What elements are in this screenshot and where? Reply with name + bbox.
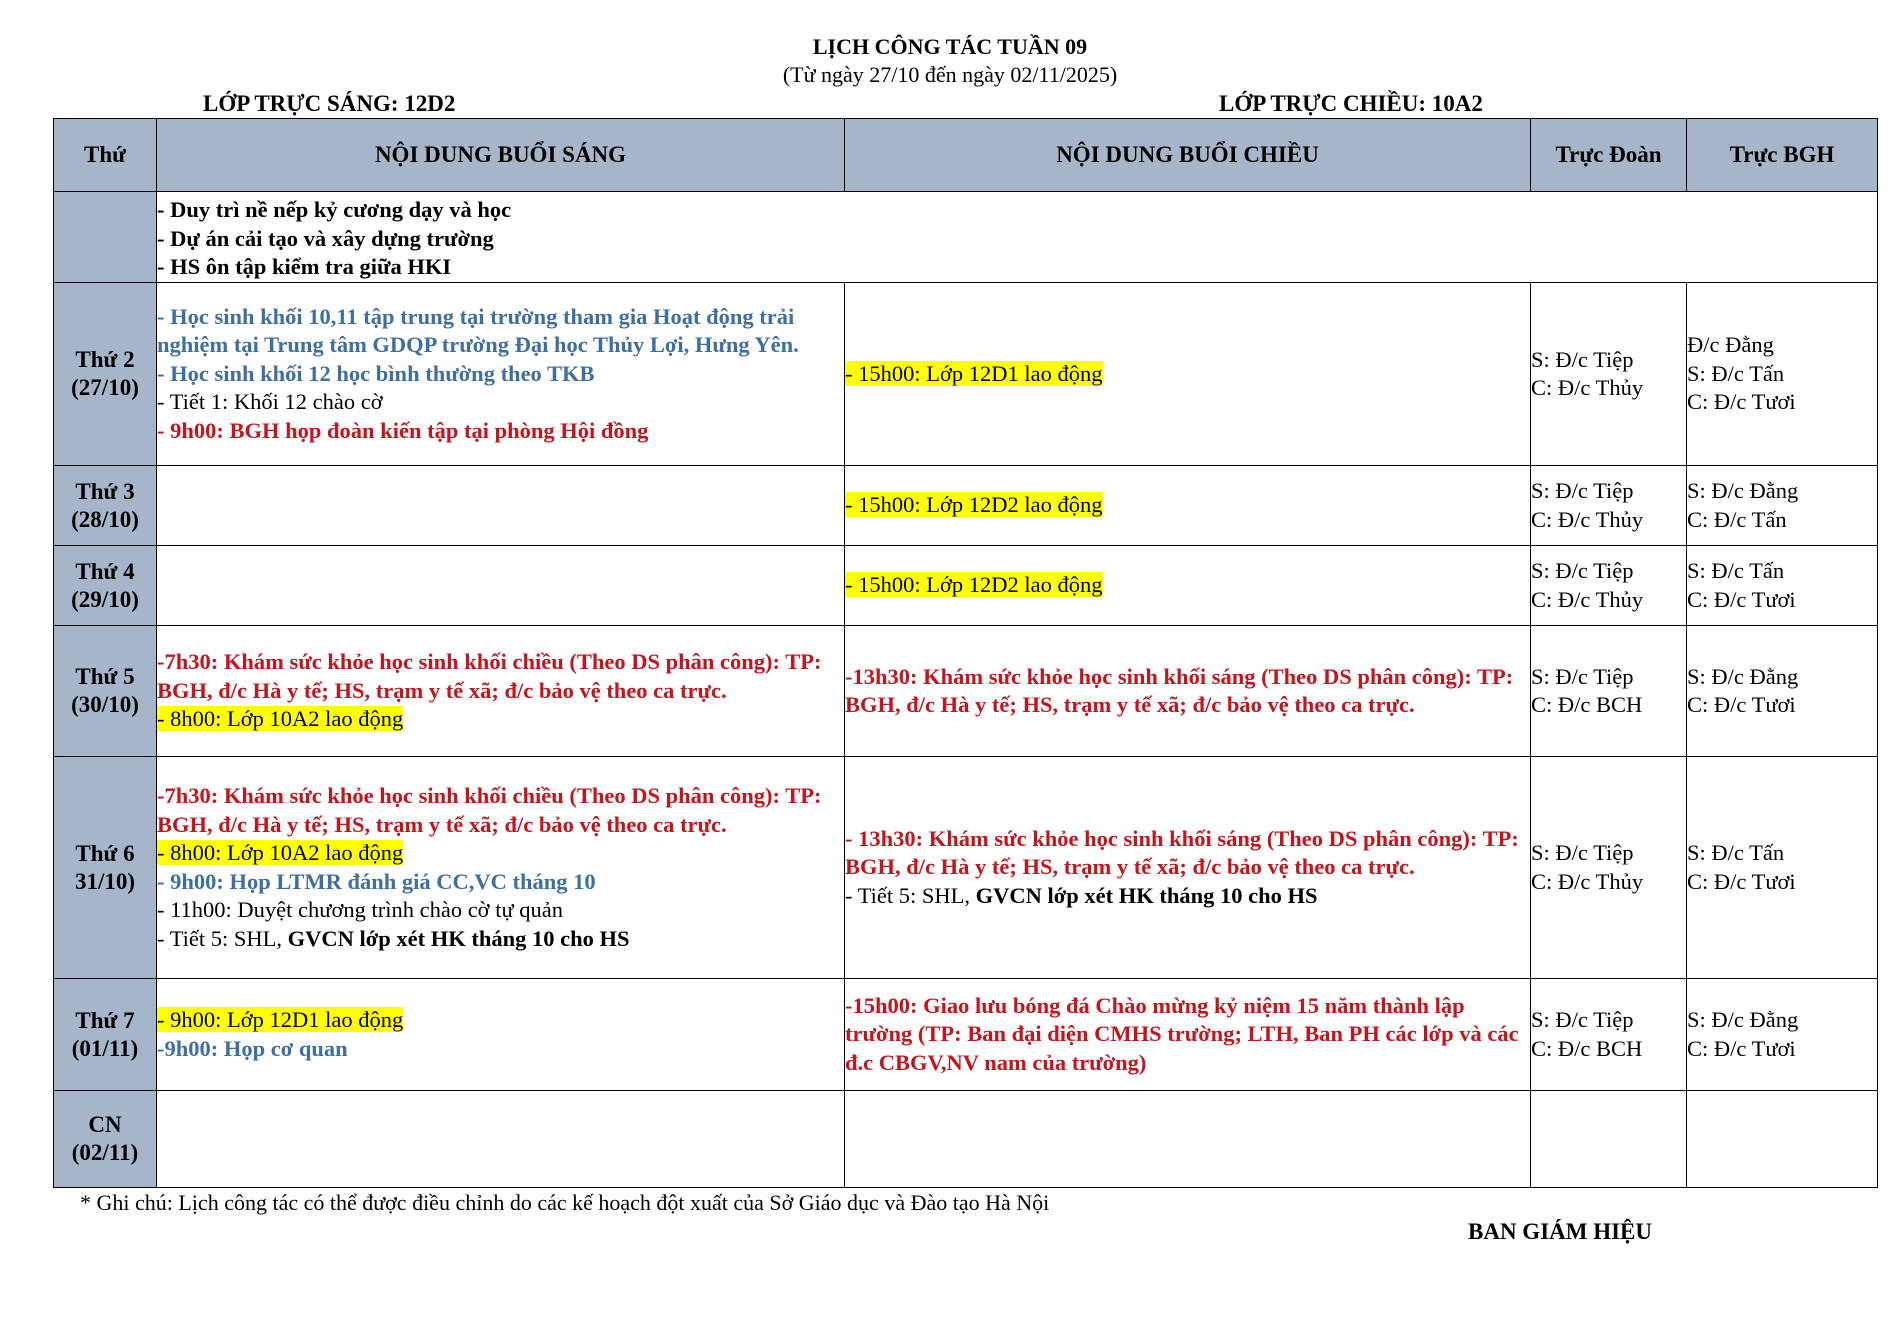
afternoon-item-text: -15h00: Giao lưu bóng đá Chào mừng kỷ niệm 15 năm thành lập trường (TP: Ban đại diện CMHS trường; LTH, Ban PH các lớp và các đ.c CBGV,NV nam của trường)	[845, 992, 1519, 1075]
morning-item	[157, 868, 844, 897]
schedule-table	[53, 118, 1878, 1188]
afternoon-content	[845, 979, 1531, 1091]
doan-duty-person: S: Đ/c Tiệp	[1531, 1007, 1634, 1032]
afternoon-content	[845, 1091, 1531, 1188]
morning-item	[157, 303, 844, 360]
bgh-duty-cell	[1687, 757, 1878, 979]
afternoon-content	[845, 546, 1531, 626]
afternoon-item	[845, 825, 1530, 882]
afternoon-content	[845, 626, 1531, 757]
afternoon-item-text: - 13h30: Khám sức khỏe học sinh khối sáng (Theo DS phân công): TP: BGH, đ/c Hà y tế; HS, trạm y tế xã; đ/c bảo vệ theo ca trực.	[845, 825, 1519, 880]
doan-duty-person: C: Đ/c Thủy	[1531, 586, 1644, 612]
day-cell	[54, 757, 157, 979]
header-doan: Trực Đoàn	[1531, 119, 1687, 192]
morning-item	[157, 925, 844, 954]
table-row	[54, 626, 1878, 757]
afternoon-content	[845, 466, 1531, 546]
morning-item-text: - 8h00: Lớp 10A2 lao động	[157, 840, 404, 865]
morning-item-text: - 9h00: Họp LTMR đánh giá CC,VC tháng 10	[157, 868, 596, 894]
day-date: 31/10)	[74, 868, 136, 894]
bgh-duty-cell	[1687, 546, 1878, 626]
bgh-duty-person: S: Đ/c Đằng	[1687, 478, 1799, 503]
bgh-duty-person: C: Đ/c Tấn	[1687, 506, 1787, 532]
doan-duty-cell	[1531, 979, 1687, 1091]
doan-duty-person: C: Đ/c Thủy	[1531, 375, 1644, 400]
bgh-duty-cell	[1687, 283, 1878, 466]
morning-item	[157, 705, 844, 734]
header-afternoon: NỘI DUNG BUỔI CHIỀU	[845, 119, 1531, 192]
day-cell	[54, 979, 157, 1091]
doan-duty-person: C: Đ/c Thủy	[1531, 506, 1644, 532]
bgh-duty-person: S: Đ/c Đằng	[1687, 663, 1799, 689]
morning-item-text: - Tiết 1: Khối 12 chào cờ	[157, 389, 383, 415]
bgh-duty-cell	[1687, 466, 1878, 546]
day-cell	[54, 1091, 157, 1188]
morning-item	[157, 782, 844, 839]
afternoon-item-text: -13h30: Khám sức khỏe học sinh khối sáng (Theo DS phân công): TP: BGH, đ/c Hà y tế; HS, trạm y tế xã; đ/c bảo vệ theo ca trực.	[845, 663, 1514, 717]
bgh-duty-person: S: Đ/c Tấn	[1687, 840, 1785, 865]
bgh-duty-person: C: Đ/c Tươi	[1687, 389, 1796, 415]
doan-duty-cell	[1531, 283, 1687, 466]
morning-item	[157, 388, 844, 417]
general-note: - HS ôn tập kiểm tra giữa HKI	[157, 254, 452, 279]
document-title: LỊCH CÔNG TÁC TUẦN 09	[812, 34, 1088, 59]
doan-duty-cell	[1531, 466, 1687, 546]
bgh-duty-person: C: Đ/c Tươi	[1687, 1035, 1796, 1061]
afternoon-item	[845, 360, 1530, 389]
morning-content	[157, 466, 845, 546]
morning-item-text: - Học sinh khối 12 học bình thường theo TKB	[157, 360, 595, 386]
afternoon-item	[845, 882, 1530, 911]
day-date: (02/11)	[71, 1140, 139, 1165]
afternoon-duty-class: LỚP TRỰC CHIỀU: 10A2	[1219, 91, 1483, 116]
header-morning: NỘI DUNG BUỔI SÁNG	[157, 119, 845, 192]
morning-content	[157, 283, 845, 466]
morning-content	[157, 1091, 845, 1188]
morning-item	[157, 1035, 844, 1064]
afternoon-item-text: - 15h00: Lớp 12D2 lao động	[845, 492, 1103, 518]
morning-item	[157, 417, 844, 446]
morning-content	[157, 626, 845, 757]
day-label: Thứ 6	[75, 840, 135, 866]
afternoon-item	[845, 571, 1530, 600]
table-row	[54, 757, 1878, 979]
table-header-row	[54, 119, 1878, 192]
general-notes	[157, 192, 1878, 283]
morning-item-text: -7h30: Khám sức khỏe học sinh khối chiều (Theo DS phân công): TP: BGH, đ/c Hà y tế; HS, trạm y tế xã; đ/c bảo vệ theo ca trực.	[157, 649, 822, 703]
morning-item-text: - Tiết 5: SHL,	[157, 925, 288, 951]
header-day: Thứ	[54, 119, 157, 192]
general-note: - Dự án cải tạo và xây dựng trường	[157, 225, 494, 251]
day-date: (01/11)	[71, 1035, 139, 1061]
doan-duty-cell	[1531, 757, 1687, 979]
afternoon-item	[845, 491, 1530, 520]
day-label: CN	[88, 1112, 122, 1137]
day-label: Thứ 2	[75, 347, 135, 372]
afternoon-item-text: - 15h00: Lớp 12D1 lao động	[845, 360, 1103, 386]
general-row	[54, 192, 1878, 283]
bgh-duty-person: S: Đ/c Tấn	[1687, 360, 1785, 386]
afternoon-content	[845, 283, 1531, 466]
doan-duty-cell	[1531, 1091, 1687, 1188]
bgh-duty-person: S: Đ/c Tấn	[1687, 558, 1785, 583]
bgh-duty-person: Đ/c Đằng	[1687, 332, 1774, 358]
afternoon-item	[845, 992, 1530, 1078]
day-date: (30/10)	[71, 692, 139, 717]
doan-duty-person: S: Đ/c Tiệp	[1531, 663, 1634, 689]
day-cell	[54, 466, 157, 546]
morning-content	[157, 979, 845, 1091]
bgh-duty-person: C: Đ/c Tươi	[1687, 868, 1796, 894]
afternoon-item-emphasis: GVCN lớp xét HK tháng 10 cho HS	[975, 882, 1318, 908]
day-label: Thứ 5	[75, 664, 135, 689]
day-cell	[54, 283, 157, 466]
day-label: Thứ 4	[75, 558, 135, 584]
morning-item	[157, 1006, 844, 1035]
morning-duty-class: LỚP TRỰC SÁNG: 12D2	[203, 91, 456, 116]
morning-item-text: - Học sinh khối 10,11 tập trung tại trường tham gia Hoạt động trải nghiệm tại Trung tâm GDQP trường Đại học Thủy Lợi, Hưng Yên.	[157, 303, 799, 358]
table-row	[54, 546, 1878, 626]
table-row	[54, 1091, 1878, 1188]
morning-item-text: - 8h00: Lớp 10A2 lao động	[157, 706, 404, 732]
doan-duty-person: S: Đ/c Tiệp	[1531, 478, 1634, 503]
morning-item	[157, 896, 844, 925]
day-cell	[54, 546, 157, 626]
day-date: (27/10)	[71, 375, 139, 400]
morning-content	[157, 757, 845, 979]
morning-item-text: - 11h00: Duyệt chương trình chào cờ tự quản	[157, 897, 564, 922]
doan-duty-person: C: Đ/c Thủy	[1531, 868, 1644, 894]
morning-item	[157, 360, 844, 389]
morning-content	[157, 546, 845, 626]
doan-duty-person: S: Đ/c Tiệp	[1531, 346, 1634, 372]
morning-item-text: -7h30: Khám sức khỏe học sinh khối chiều (Theo DS phân công): TP: BGH, đ/c Hà y tế; HS, trạm y tế xã; đ/c bảo vệ theo ca trực.	[157, 783, 822, 837]
bgh-duty-cell	[1687, 626, 1878, 757]
morning-item	[157, 648, 844, 705]
morning-item	[157, 839, 844, 868]
day-label: Thứ 3	[75, 478, 135, 504]
bgh-duty-cell	[1687, 1091, 1878, 1188]
bgh-duty-person: S: Đ/c Đằng	[1687, 1007, 1799, 1032]
doan-duty-person: C: Đ/c BCH	[1531, 692, 1643, 717]
afternoon-item-text: - Tiết 5: SHL,	[845, 882, 976, 908]
bgh-duty-cell	[1687, 979, 1878, 1091]
morning-item-text: - 9h00: BGH họp đoàn kiến tập tại phòng Hội đồng	[157, 417, 649, 443]
morning-item-text: - 9h00: Lớp 12D1 lao động	[157, 1007, 404, 1032]
table-row	[54, 466, 1878, 546]
doan-duty-person: S: Đ/c Tiệp	[1531, 558, 1634, 583]
signature-label: BAN GIÁM HIỆU	[1468, 1219, 1653, 1244]
morning-item-emphasis: GVCN lớp xét HK tháng 10 cho HS	[287, 925, 630, 951]
bgh-duty-person: C: Đ/c Tươi	[1687, 586, 1796, 612]
general-note: - Duy trì nề nếp kỷ cương dạy và học	[157, 197, 512, 222]
day-date: (29/10)	[71, 586, 139, 612]
general-day-cell	[54, 192, 157, 283]
morning-item-text: -9h00: Họp cơ quan	[157, 1035, 348, 1061]
table-row	[54, 979, 1878, 1091]
doan-duty-person: S: Đ/c Tiệp	[1531, 840, 1634, 865]
header-bgh: Trực BGH	[1687, 119, 1878, 192]
doan-duty-cell	[1531, 626, 1687, 757]
document-subtitle: (Từ ngày 27/10 đến ngày 02/11/2025)	[782, 62, 1118, 87]
bgh-duty-person: C: Đ/c Tươi	[1687, 692, 1796, 717]
table-row	[54, 283, 1878, 466]
afternoon-content	[845, 757, 1531, 979]
afternoon-item	[845, 663, 1530, 720]
doan-duty-person: C: Đ/c BCH	[1531, 1035, 1643, 1061]
day-label: Thứ 7	[75, 1007, 135, 1033]
doan-duty-cell	[1531, 546, 1687, 626]
afternoon-item-text: - 15h00: Lớp 12D2 lao động	[845, 572, 1103, 598]
day-cell	[54, 626, 157, 757]
day-date: (28/10)	[71, 506, 139, 532]
footer-note: * Ghi chú: Lịch công tác có thể được điều chỉnh do các kế hoạch đột xuất của Sở Giáo dục và Đào tạo Hà Nội	[80, 1190, 1050, 1215]
